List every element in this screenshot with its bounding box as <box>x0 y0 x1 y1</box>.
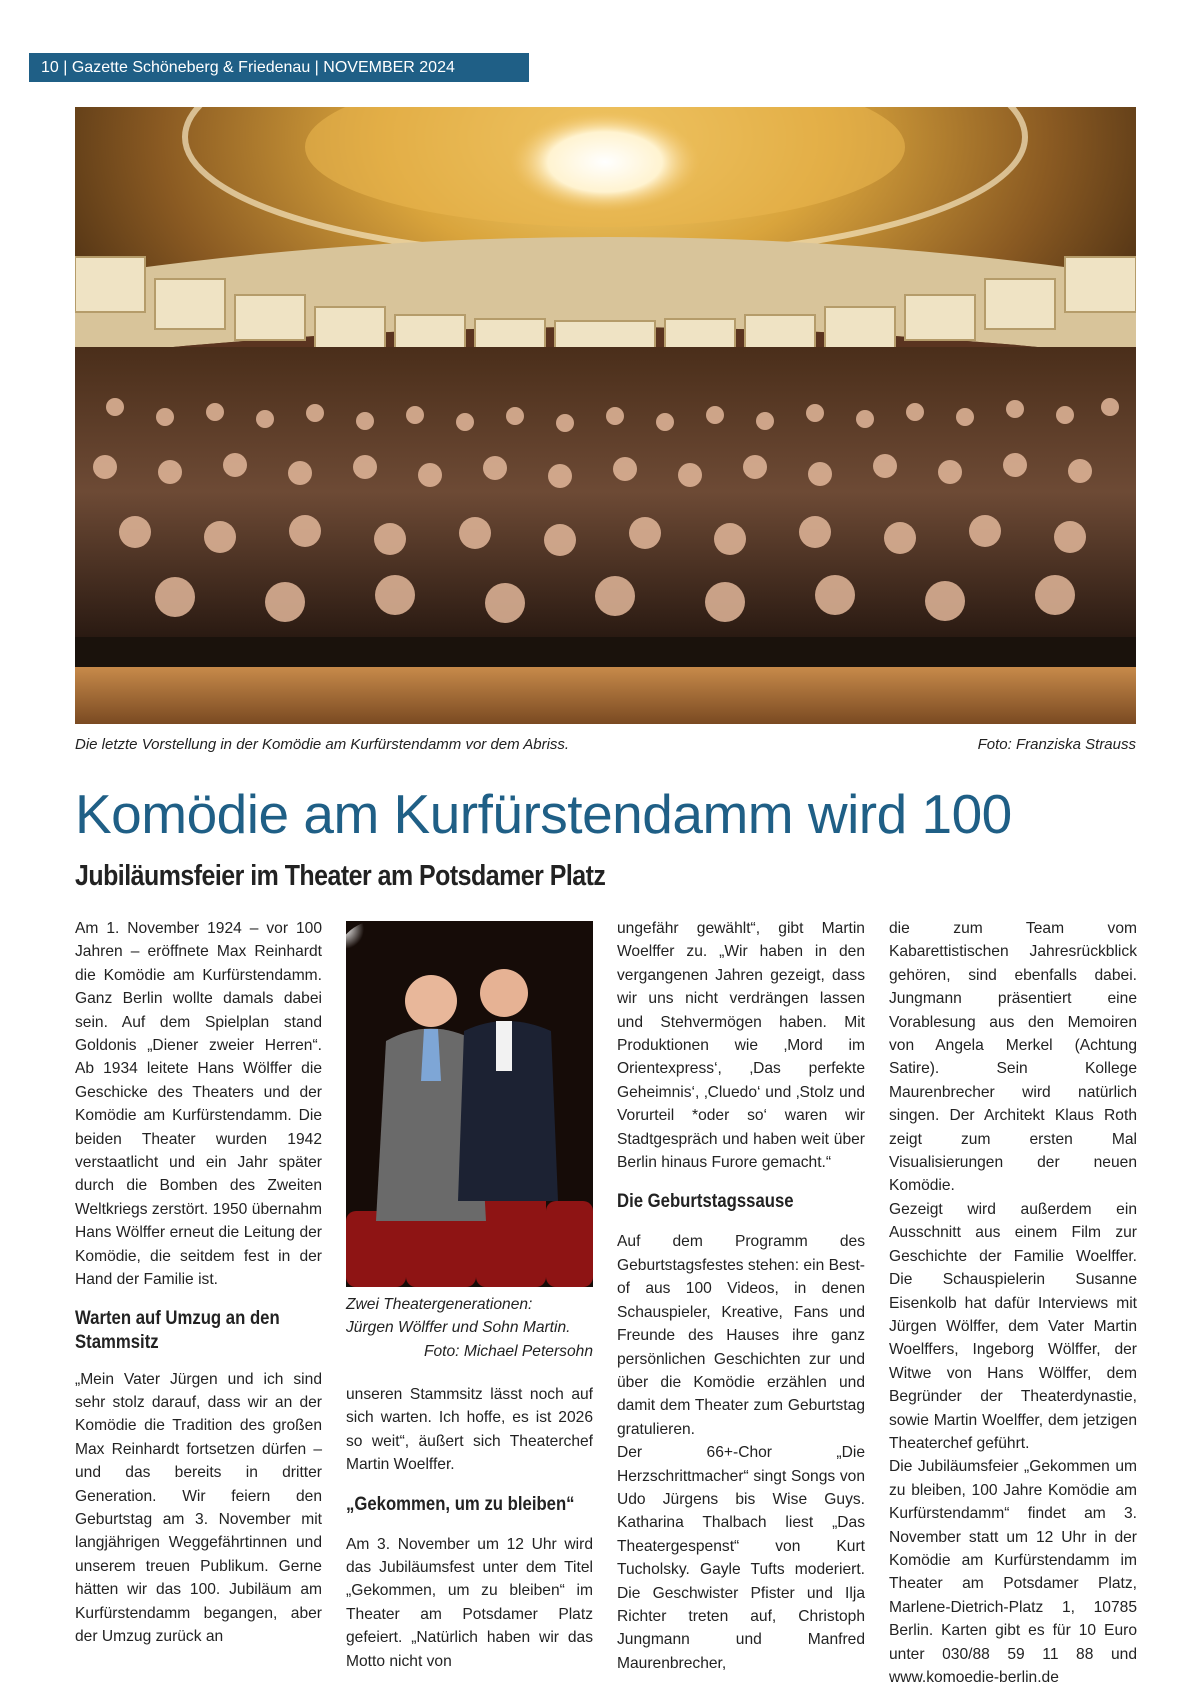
col3-paragraph-2: Auf dem Programm des Geburtstagsfestes stehen: ein Best-of aus 100 Videos, in denen Schauspieler, Kreative, Fans und Freunde des Hauses ihre ganz persönlichen Geschichten zur und über die Komödie erzählen und damit dem Theater zum Geburtstag gratulieren. <box>617 1233 865 1438</box>
article-subheadline: Jubiläumsfeier im Theater am Potsdamer Platz <box>75 860 606 892</box>
hero-photo <box>75 107 1136 724</box>
portrait-credit: Foto: Michael Petersohn <box>423 1342 593 1360</box>
article-column-2 <box>346 1383 593 1673</box>
portrait-caption-line2: Jürgen Wölffer und Sohn Martin. <box>346 1319 571 1337</box>
hero-credit: Foto: Franziska Strauss <box>977 736 1136 753</box>
col3-paragraph-1: ungefähr gewählt“, gibt Martin Woelffer zu. „Wir haben in den vergangenen Jahren gezeigt, dass wir uns nicht verdrängen lassen und Stehvermögen haben. Mit Produktionen wie ‚Mord im Orientexpress‘, ‚Das perfekte Geheimnis‘, ‚Cluedo‘ und ‚Stolz und Vorurteil *oder so‘ waren wir Stadtgespräch und haben weit über Berlin hinaus Furore gemacht.“ <box>617 920 865 1172</box>
col1-paragraph-1: Am 1. November 1924 – vor 100 Jahren – eröffnete Max Reinhardt die Komödie am Kurfürstendamm. Ganz Berlin wollte damals dabei sein. Auf dem Spielplan stand Goldonis „Diener zweier Herren“. Ab 1934 leitete Hans Wölffer die Geschicke des Theaters und der Komödie am Kurfürstendamm. Die beiden Theater wurden 1942 verstaatlicht und ein Jahr später durch die Bomben des Zweiten Weltkriegs zerstört. 1950 übernahm Hans Wölffer erneut die Leitung der Komödie, die seitdem fest in der Hand der Familie ist. <box>75 920 322 1289</box>
col4-paragraph-2: Gezeigt wird außerdem ein Ausschnitt aus einem Film zur Geschichte der Familie Woelffer. Die Schauspielerin Susanne Eisenkolb hat dafür Interviews mit Jürgen Wölffer, dem Vater Martin Woelffers, Ingeborg Wölffer, der Witwe von Hans Wölffer, dem Begründer der Theaterdynastie, sowie Martin Woelffer, dem jetzigen Theaterchef geführt. <box>889 1200 1137 1452</box>
chandelier <box>510 112 700 212</box>
page-header: 10 | Gazette Schöneberg & Friedenau | NOVEMBER 2024 <box>29 53 529 82</box>
article-headline: Komödie am Kurfürstendamm wird 100 <box>75 783 1012 845</box>
portrait-caption <box>346 1293 593 1363</box>
section-heading-warten: Warten auf Umzug an den Stammsitz <box>75 1307 280 1353</box>
article-column-4 <box>889 917 1137 1689</box>
hero-caption: Die letzte Vorstellung in der Komödie am Kurfürstendamm vor dem Abriss. <box>75 736 570 753</box>
hero-caption-row <box>75 736 1136 756</box>
col4-paragraph-1: die zum Team vom Kabarettistischen Jahresrückblick gehören, sind ebenfalls dabei. Jungmann präsentiert eine Vorablesung aus den Memoiren von Angela Merkel (Achtung Satire). Sein Kollege Maurenbrecher wird natürlich singen. Der Architekt Klaus Roth zeigt zum ersten Mal Visualisierungen der neuen Komödie. <box>889 920 1137 1195</box>
portrait-photo <box>346 921 593 1287</box>
section-heading-geburtstagssause: Die Geburtstagssause <box>617 1191 794 1213</box>
section-heading-gekommen: „Gekommen, um zu bleiben“ <box>346 1493 575 1515</box>
col4-paragraph-3: Die Jubiläumsfeier „Gekommen um zu bleiben, 100 Jahre Komödie am Kurfürstendamm“ findet am 3. November statt um 12 Uhr in der Komödie am Kurfürstendamm im Theater am Potsdamer Platz, Marlene-Dietrich-Platz 1, 10785 Berlin. Karten gibt es für 10 Euro unter 030/88 59 11 88 und www.komoedie-berlin.de <box>889 1458 1137 1686</box>
article-column-3 <box>617 917 865 1675</box>
col3-paragraph-3: Der 66+-Chor „Die Herzschrittmacher“ singt Songs von Udo Jürgens bis Wise Guys. Katharina Thalbach liest „Das Theatergespenst“ von Kurt Tucholsky. Gayle Tufts moderiert. Die Geschwister Pfister und Ilja Richter treten auf, Christoph Jungmann und Manfred Maurenbrecher, <box>617 1444 865 1672</box>
col2-paragraph-2: Am 3. November um 12 Uhr wird das Jubiläumsfest unter dem Titel „Gekommen, um zu bleiben“ im Theater am Potsdamer Platz gefeiert. „Natürlich haben wir das Motto nicht von <box>346 1535 593 1670</box>
portrait-caption-line1: Zwei Theatergenerationen: <box>346 1296 533 1313</box>
col2-paragraph-1: unseren Stammsitz lässt noch auf sich warten. Ich hoffe, es ist 2026 so weit“, äußert sich Theaterchef Martin Woelffer. <box>346 1386 593 1474</box>
col1-paragraph-2: „Mein Vater Jürgen und ich sind sehr stolz darauf, dass wir an der Komödie die Tradition des großen Max Reinhardt fortsetzen dürfen – und das bereits in dritter Generation. Wir feiern den Geburtstag am 3. November mit langjährigen Weggefährtinnen und unserem treuen Publikum. Gerne hätten wir das 100. Jubiläum am Kurfürstendamm begangen, aber der Umzug zurück an <box>75 1370 322 1645</box>
article-column-1 <box>75 917 322 1648</box>
